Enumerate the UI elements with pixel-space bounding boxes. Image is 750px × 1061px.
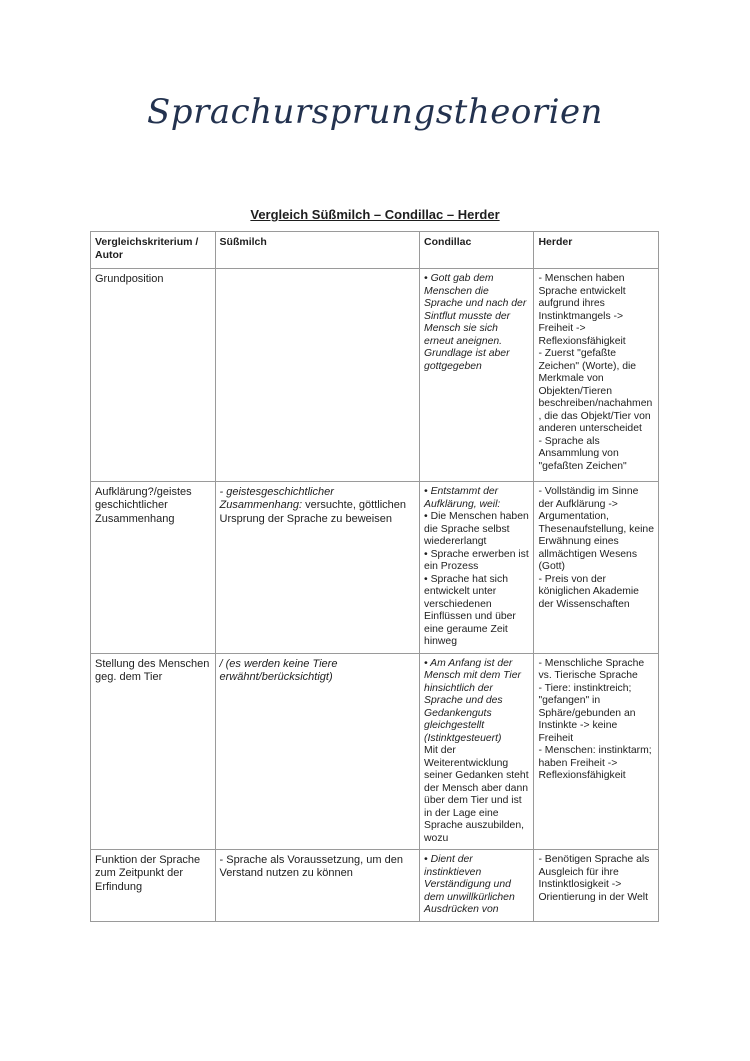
header-suessmilch: Süßmilch <box>215 232 420 269</box>
table-row <box>91 269 659 482</box>
suessmilch-cell <box>215 482 420 654</box>
condillac-cell <box>420 653 534 850</box>
header-condillac: Condillac <box>420 232 534 269</box>
header-herder: Herder <box>534 232 659 269</box>
herder-cell <box>534 653 659 850</box>
herder-point: - Menschliche Sprache vs. Tierische Sprache <box>538 657 645 681</box>
page-title: Sprachursprungstheorien <box>147 92 603 132</box>
criterion-cell: Funktion der Sprache zum Zeitpunkt der Erfindung <box>91 850 216 922</box>
criterion-cell: Aufklärung?/geistes geschichtlicher Zusammenhang <box>91 482 216 654</box>
suessmilch-cell <box>215 269 420 482</box>
herder-point: - Preis von der königlichen Akademie der Wissenschaften <box>538 573 639 610</box>
criterion-cell: Grundposition <box>91 269 216 482</box>
comparison-table <box>90 231 659 922</box>
herder-point: - Menschen haben Sprache entwickelt aufgrund ihres Instinktmangels -> Freiheit -> Reflexionsfähigkeit <box>538 273 626 347</box>
condillac-cell: • Dient der instinktieven Verständigung und dem unwillkürlichen Ausdrücken von <box>420 850 534 922</box>
herder-cell <box>534 482 659 654</box>
herder-point: - Tiere: instinktreich; "gefangen" in Sphäre/gebunden an Instinkte -> keine Freiheit <box>538 682 636 744</box>
herder-point: - Zuerst "gefaßte Zeichen" (Worte), die Merkmale von Objekten/Tieren beschreiben/nachahmen, die das Objekt/Tier von anderen unterscheidet <box>538 348 653 434</box>
suessmilch-cell: - Sprache als Voraussetzung, um den Verstand nutzen zu können <box>215 850 420 922</box>
condillac-cell <box>420 482 534 654</box>
condillac-point: • Sprache hat sich entwickelt unter verschiedenen Einflüssen und über eine geraume Zeit hinweg <box>424 573 516 647</box>
suessmilch-text: versuchte, göttlichen Ursprung der Sprache zu beweisen <box>219 499 407 525</box>
table-header-row <box>91 232 659 269</box>
header-criterion: Vergleichskriterium / Autor <box>91 232 216 269</box>
herder-cell <box>534 269 659 482</box>
herder-point: - Menschen: instinktarm; haben Freiheit -> Reflexionsfähigkeit <box>538 745 652 781</box>
suessmilch-cell: / (es werden keine Tiere erwähnt/berücksichtigt) <box>215 653 420 850</box>
suessmilch-italic: - geistesgeschichtlicher Zusammenhang: <box>219 486 334 512</box>
condillac-point: Mit der Weiterentwicklung seiner Gedanken steht der Mensch aber dann über dem Tier und ist in der Lage eine Sprache auszubilden, wozu <box>424 745 529 844</box>
herder-cell: - Benötigen Sprache als Ausgleich für ihre Instinktlosigkeit -> Orientierung in der Welt <box>534 850 659 922</box>
condillac-point: • Entstammt der Aufklärung, weil: <box>424 486 501 510</box>
condillac-point: • Sprache erwerben ist ein Prozess <box>424 548 529 572</box>
condillac-point: • Am Anfang ist der Mensch mit dem Tier hinsichtlich der Sprache und des Gedankenguts gleichgestellt (Istinktgesteuert) <box>424 657 521 744</box>
condillac-cell: • Gott gab dem Menschen die Sprache und nach der Sintflut musste der Mensch sie sich erneut aneignen. Grundlage ist aber gottgegeben <box>420 269 534 482</box>
herder-point: - Sprache als Ansammlung von "gefaßten Zeichen" <box>538 435 627 472</box>
herder-point: - Vollständig im Sinne der Aufklärung -> Argumentation, Thesenaufstellung, keine Erwähnung eines allmächtigen Wesens (Gott) <box>538 486 654 572</box>
table-row <box>91 653 659 850</box>
table-row <box>91 482 659 654</box>
criterion-cell: Stellung des Menschen geg. dem Tier <box>91 653 216 850</box>
table-title: Vergleich Süßmilch – Condillac – Herder <box>250 207 500 222</box>
table-row <box>91 850 659 922</box>
condillac-point: • Die Menschen haben die Sprache selbst wiedererlangt <box>424 511 529 547</box>
